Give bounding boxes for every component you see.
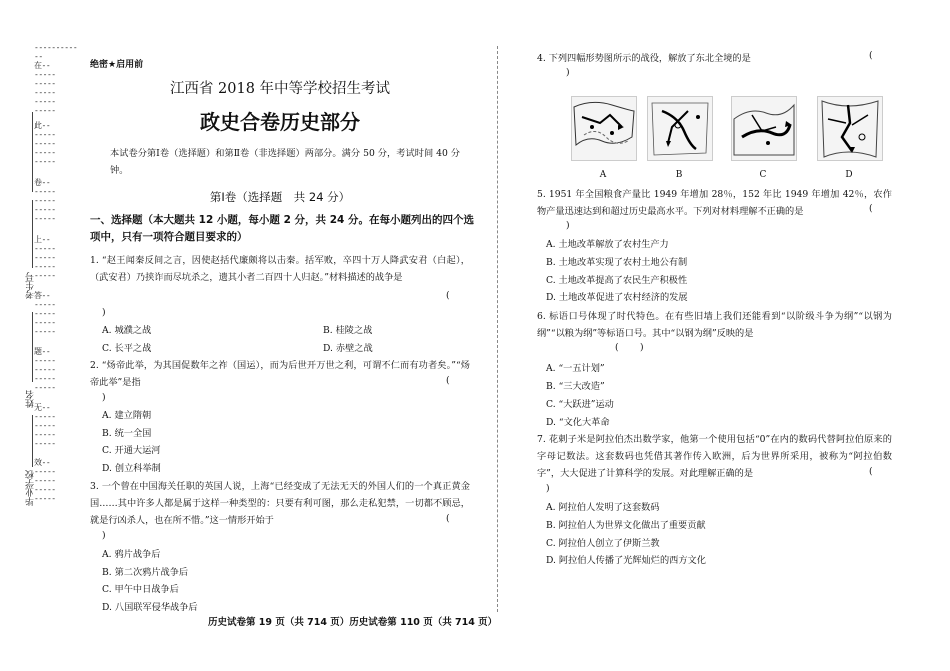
answer-paren: ( [446,375,450,386]
question-2-stem: 2. “炀帝此举，为其国促数年之祚（国运），而为后世开万世之利，可谓不仁而有功者矣。”“炀帝此举”是指 [90,360,470,388]
section-title: 第Ⅰ卷（选择题 共 24 分） [209,190,351,204]
question-4-stem: 4. 下列四幅形势图所示的战役，解放了东北全境的是 [537,53,751,64]
answer-paren: ( [869,50,873,61]
question-3-stem: 3. 一个曾在中国海关任职的英国人说，上海“已经变成了无法无天的外国人们的一个真正黄金国……其中许多人都是属于这样一种类型的：只要有利可图，那么走私犯禁，一切都不顾忌，就是行凶杀人，也在所不惜。”这一情形开始于 [90,481,470,526]
option: A. 鸦片战争后 [102,549,161,560]
name-label: 姓名 [26,390,36,408]
answer-paren: ( [869,466,873,477]
page-footer: 历史试卷第 19 页（共 714 页）历史试卷第 110 页（共 714 页） [208,617,498,628]
battle-map-d [817,96,883,161]
field-line [32,200,33,268]
option: A. 城濮之战 [102,325,152,336]
answer-paren: ) [546,483,550,494]
question-5-stem: 5. 1951 年全国粮食产量比 1949 年增加 28％，152 年比 1949 年增加 42％，农作物产量迅速达到和超过历史最高水平。下列对材料理解不正确的是 [537,189,892,217]
binding-dashes: 卷-- ----- ----- ----- ----- [34,178,56,223]
option: C. 开通大运河 [102,445,161,456]
option: D. “文化大革命 [546,417,610,428]
map-label-b: B [675,170,683,180]
answer-paren: ) [102,307,106,318]
option: C. 土地改革提高了农民生产积极性 [546,275,688,286]
field-line [32,415,33,467]
option: C. 甲午中日战争后 [102,584,179,595]
option: D. 阿拉伯人传播了光辉灿烂的西方文化 [546,555,706,566]
answer-paren: ) [102,392,106,403]
binding-dashes: 无-- ----- ----- ----- ----- [34,403,56,448]
option: B. 第二次鸦片战争后 [102,567,189,578]
field-line [32,312,33,382]
question-1-stem: 1. “赵王闻秦反间之言，因使赵括代廉颇将以击秦。括军败，卒四十万人降武安君（白起），（武安君）乃挟诈而尽坑杀之，遗其小者二百四十人归赵。”材料描述的战争是 [90,255,470,283]
answer-paren: ) [102,530,106,541]
option: D. 八国联军侵华战争后 [102,602,198,613]
option: D. 土地改革促进了农村经济的发展 [546,292,688,303]
option: D. 创立科举制 [102,463,161,474]
answer-paren: ( [446,513,450,524]
paper-title: 政史合卷历史部分 [200,110,360,134]
option: B. “三大改造” [546,381,605,392]
answer-paren: ( [446,290,450,301]
answer-paren: ) [566,67,570,78]
battle-map-c [731,96,797,161]
option: A. “一五计划” [546,363,605,374]
battle-map-b [647,96,713,161]
map-label-c: C [759,170,767,180]
option: C. 阿拉伯人创立了伊斯兰教 [546,538,660,549]
exam-number-label: 考生号 [26,272,36,299]
question-6-stem: 6. 标语口号体现了时代特色。在有些旧墙上我们还能看到“以阶级斗争为纲”“以钢为纲”“以粮为纲”等标语口号。其中“以钢为纲”反映的是 [537,311,892,339]
answer-paren: ( [615,342,619,353]
option: B. 土地改革实现了农村土地公有制 [546,257,688,268]
section-instruction: 一、选择题（本大题共 12 小题，每小题 2 分，共 24 分。在每小题列出的四个选项中，只有一项符合题目要求的） [90,214,474,243]
exam-name: 江西省 2018 年中等学校招生考试 [169,81,391,97]
battle-map-a [571,96,637,161]
paper-description: 本试卷分第Ⅰ卷（选择题）和第Ⅱ卷（非选择题）两部分。满分 50 分，考试时间 40 分钟。 [110,148,460,176]
binding-dashes: 上-- ----- ----- ----- ----- [34,235,56,280]
option: C. 长平之战 [102,343,152,354]
binding-dashes: 题-- ----- ----- ----- ----- [34,347,56,392]
map-label-d: D [845,170,853,180]
option: C. “大跃进”运动 [546,399,614,410]
option: A. 阿拉伯人发明了这套数码 [546,502,660,513]
answer-paren: ( [869,203,873,214]
binding-dashes: 此-- ----- ----- ----- ----- [34,121,56,166]
option: A. 土地改革解放了农村生产力 [546,239,669,250]
map-label-a: A [599,170,607,180]
option: B. 阿拉伯人为世界文化做出了重要贡献 [546,520,706,531]
option: D. 赤壁之战 [323,343,373,354]
confidential-mark: 绝密★启用前 [90,60,144,70]
question-7-stem: 7. 花剌子米是阿拉伯杰出数学家，他第一个使用包括“0”在内的数码代替阿拉伯原来的字母记数法。这套数码也凭借其著作传入欧洲，后为世界所采用，被称为“阿拉伯数字”，大大促进了计算科学的发展。对此理解正确的是 [537,434,892,479]
binding-dashes: ---------- -- 在-- ----- ----- ----- ----- ----- [34,43,78,115]
option: A. 建立隋朝 [102,410,152,421]
answer-paren: ) [640,342,644,353]
answer-paren: ) [566,220,570,231]
option: B. 桂陵之战 [323,325,373,336]
school-label: 毕业学校 [26,470,36,506]
binding-dashes: 答-- ----- ----- ----- ----- [34,291,56,336]
binding-dashes: 效-- ----- ----- ----- ----- [34,458,56,503]
option: B. 统一全国 [102,428,152,439]
